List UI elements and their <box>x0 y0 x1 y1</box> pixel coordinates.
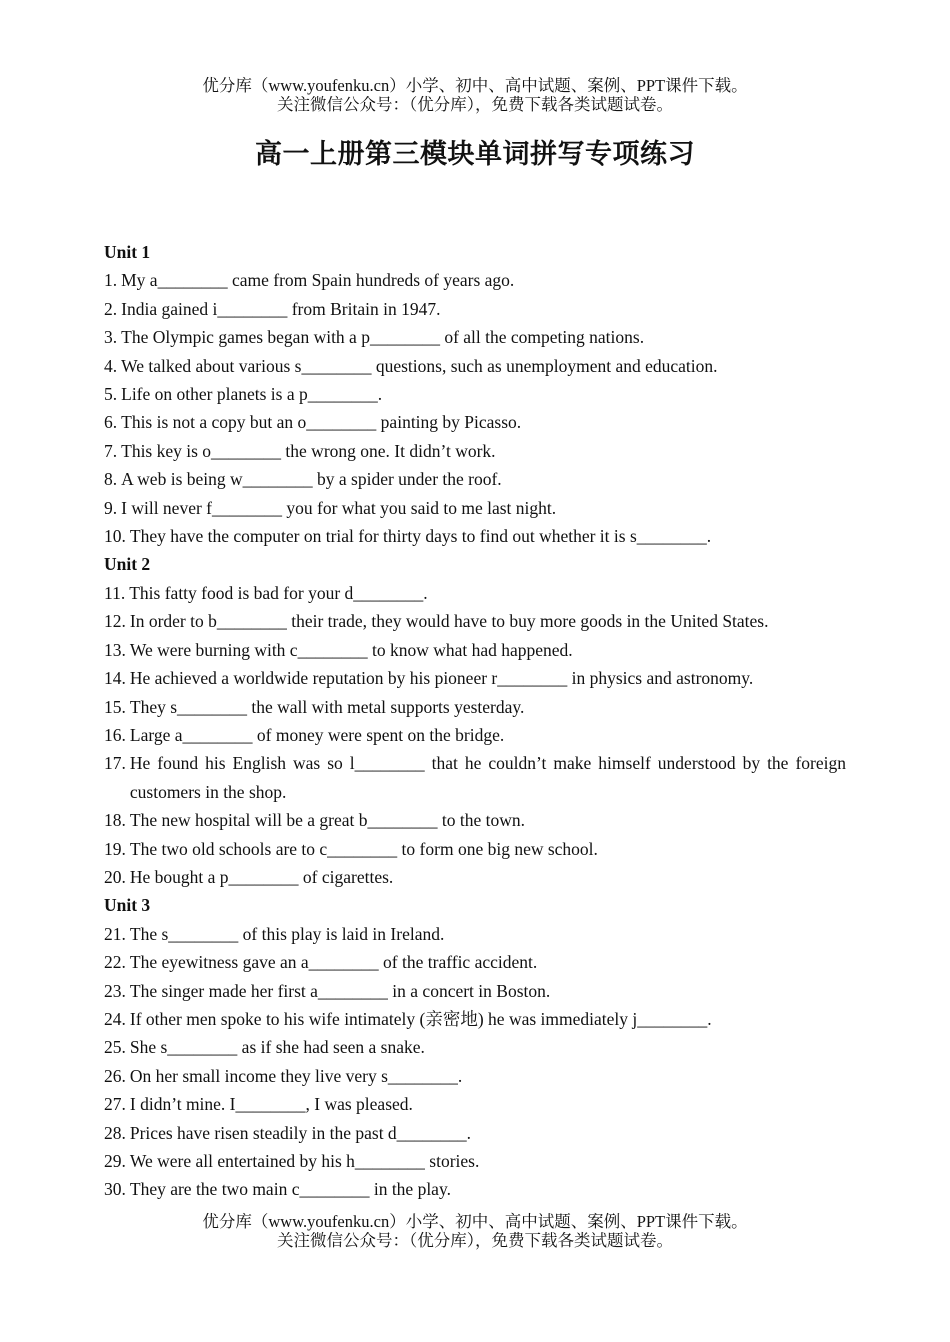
question-text: She s________ as if she had seen a snake. <box>129 1037 425 1058</box>
question-number: 8. <box>104 469 118 490</box>
question-item <box>104 693 846 721</box>
question-item <box>104 948 846 976</box>
question-number: 9. <box>104 497 118 518</box>
question-item <box>104 920 846 948</box>
unit-heading: Unit 2 <box>104 554 151 575</box>
question-text: The eyewitness gave an a________ of the traffic accident. <box>129 952 538 973</box>
exercise-content <box>104 238 846 1204</box>
question-text: The singer made her first a________ in a concert in Boston. <box>129 980 551 1001</box>
question-item <box>104 465 846 493</box>
question-item <box>104 494 846 522</box>
question-number: 25. <box>104 1037 126 1058</box>
question-number: 14. <box>104 668 126 689</box>
footer-line-1: 优分库（www.youfenku.cn）小学、初中、高中试题、案例、PPT课件下载。 <box>202 1212 748 1231</box>
question-text: If other men spoke to his wife intimately (亲密地) he was immediately j________. <box>129 1008 712 1029</box>
question-number: 4. <box>104 355 118 376</box>
question-item <box>104 1005 846 1033</box>
question-text: We were burning with c________ to know what had happened. <box>129 639 573 660</box>
question-text: In order to b________ their trade, they would have to buy more goods in the United States. <box>129 611 769 632</box>
question-item <box>104 437 846 465</box>
question-item <box>104 1090 846 1118</box>
question-item <box>104 636 846 664</box>
question-text: He bought a p________ of cigarettes. <box>129 866 394 887</box>
question-item <box>104 1119 846 1147</box>
question-number: 5. <box>104 384 118 405</box>
question-item <box>104 522 846 550</box>
question-item <box>104 352 846 380</box>
question-text: We were all entertained by his h________ stories. <box>129 1151 480 1171</box>
question-number: 18. <box>104 810 126 831</box>
question-text: Large a________ of money were spent on the bridge. <box>129 724 505 745</box>
question-text: A web is being w________ by a spider under the roof. <box>121 469 502 490</box>
question-text: I didn’t mine. I________, I was pleased. <box>129 1094 413 1115</box>
question-number: 30. <box>104 1179 126 1200</box>
document-title: 高一上册第三模块单词拼写专项练习 <box>255 139 695 169</box>
question-number: 13. <box>104 639 126 660</box>
unit-heading: Unit 1 <box>104 242 151 262</box>
question-number: 16. <box>104 724 126 745</box>
question-text: The s________ of this play is laid in Ireland. <box>129 923 445 944</box>
question-number: 21. <box>104 923 126 944</box>
question-number: 1. <box>104 270 118 291</box>
question-number: 12. <box>104 611 126 632</box>
question-number: 7. <box>104 440 118 461</box>
question-item <box>104 1147 846 1175</box>
question-item <box>104 266 846 294</box>
question-item <box>104 863 846 891</box>
question-text: Prices have risen steadily in the past d________. <box>129 1122 472 1143</box>
question-item <box>104 835 846 863</box>
page-footer <box>0 1212 950 1250</box>
question-item <box>104 295 846 323</box>
question-text: This fatty food is bad for your d________. <box>129 582 428 603</box>
question-text: He found his English was so l________ that he couldn’t make himself understood by the foreign customers in the shop. <box>129 753 846 802</box>
question-number: 22. <box>104 952 126 973</box>
question-number: 11. <box>104 582 126 603</box>
question-text: They s________ the wall with metal supports yesterday. <box>129 696 525 717</box>
question-item <box>104 408 846 436</box>
question-item <box>104 749 846 806</box>
question-number: 28. <box>104 1122 126 1143</box>
question-item <box>104 607 846 635</box>
question-number: 15. <box>104 696 126 717</box>
footer-line-2: 关注微信公众号：（优分库），免费下载各类试题试卷。 <box>277 1231 673 1250</box>
question-number: 19. <box>104 838 126 859</box>
question-number: 24. <box>104 1008 126 1029</box>
question-item <box>104 721 846 749</box>
question-number: 6. <box>104 412 118 433</box>
question-text: My a________ came from Spain hundreds of years ago. <box>121 270 515 291</box>
question-number: 20. <box>104 866 126 887</box>
question-item <box>104 664 846 692</box>
question-item <box>104 1062 846 1090</box>
question-number: 27. <box>104 1094 126 1115</box>
question-text: On her small income they live very s________. <box>129 1065 463 1086</box>
question-text: We talked about various s________ questions, such as unemployment and education. <box>121 355 718 376</box>
question-number: 26. <box>104 1065 126 1086</box>
question-text: This key is o________ the wrong one. It didn’t work. <box>121 440 496 461</box>
question-item <box>104 1175 846 1203</box>
question-text: The two old schools are to c________ to form one big new school. <box>129 838 598 859</box>
question-number: 10. <box>104 526 126 547</box>
question-item <box>104 977 846 1005</box>
question-item <box>104 1033 846 1061</box>
header-line-2: 关注微信公众号：（优分库），免费下载各类试题试卷。 <box>277 95 673 114</box>
question-item <box>104 579 846 607</box>
question-number: 3. <box>104 327 118 348</box>
question-number: 29. <box>104 1151 126 1171</box>
question-text: The new hospital will be a great b________ to the town. <box>129 810 526 831</box>
question-text: India gained i________ from Britain in 1947. <box>121 298 441 319</box>
question-item <box>104 323 846 351</box>
question-item <box>104 806 846 834</box>
page-header <box>0 76 950 114</box>
question-text: This is not a copy but an o________ painting by Picasso. <box>121 412 522 433</box>
unit-heading: Unit 3 <box>104 895 151 916</box>
question-text: They are the two main c________ in the play. <box>129 1179 451 1200</box>
question-text: They have the computer on trial for thirty days to find out whether it is s________. <box>129 526 712 547</box>
question-item <box>104 380 846 408</box>
question-number: 17. <box>104 753 126 774</box>
question-text: I will never f________ you for what you said to me last night. <box>121 497 557 518</box>
header-line-1: 优分库（www.youfenku.cn）小学、初中、高中试题、案例、PPT课件下载。 <box>202 76 748 95</box>
question-text: The Olympic games began with a p________ of all the competing nations. <box>121 327 645 348</box>
question-number: 2. <box>104 298 118 319</box>
question-text: Life on other planets is a p________. <box>121 384 383 405</box>
question-text: He achieved a worldwide reputation by his pioneer r________ in physics and astronomy. <box>129 668 754 689</box>
question-number: 23. <box>104 980 126 1001</box>
